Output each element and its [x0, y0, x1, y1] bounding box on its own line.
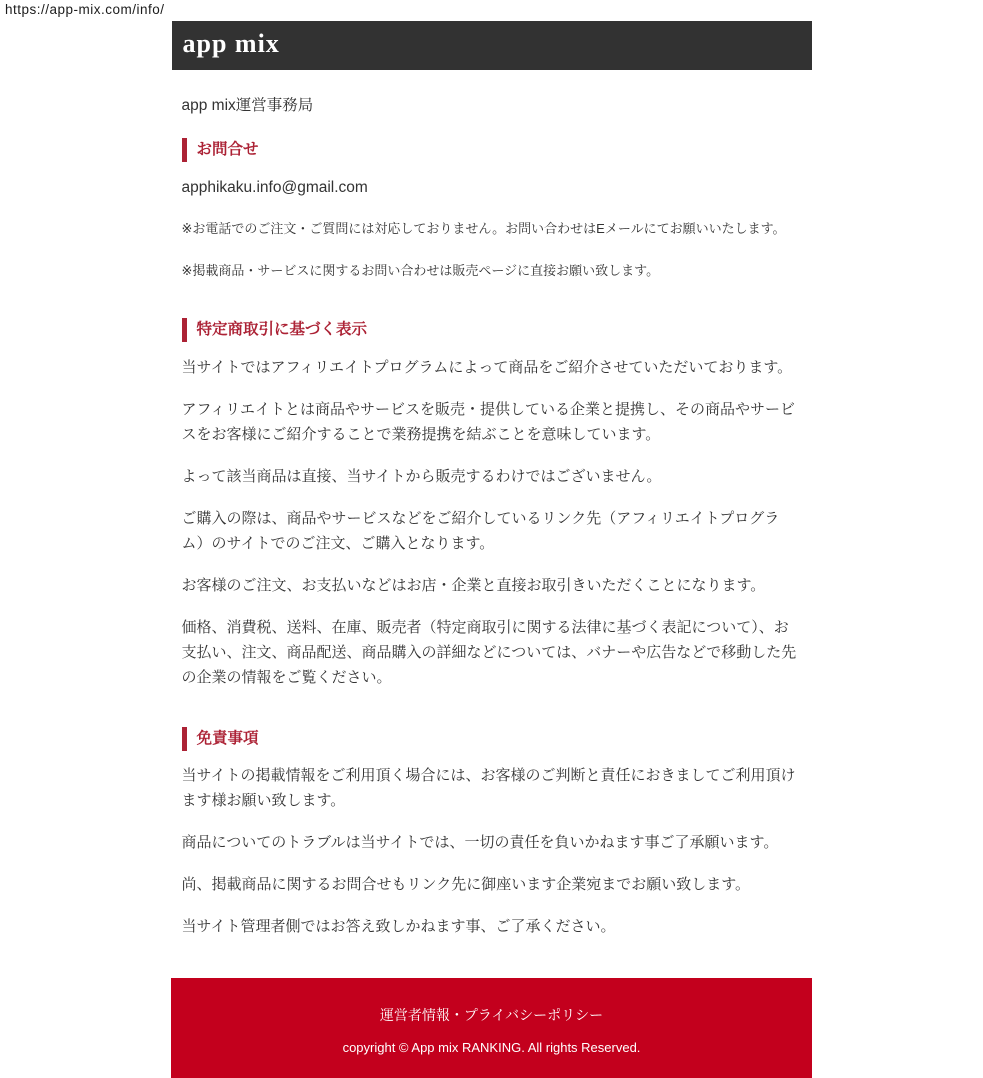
tokushoho-section-heading: 特定商取引に基づく表示 [182, 318, 802, 342]
footer-copyright: copyright © App mix RANKING. All rights Reserved. [342, 1040, 641, 1056]
paragraph: 商品についてのトラブルは当サイトでは、一切の責任を負いかねます事ご了承願います。 [181, 834, 779, 852]
page-content [172, 93, 812, 939]
paragraph: よって該当商品は直接、当サイトから販売するわけではございません。 [181, 467, 662, 485]
paragraph: 当サイトではアフィリエイトプログラムによって商品をご紹介させていただいております。 [181, 358, 793, 376]
contact-section-heading: お問合せ [182, 138, 802, 162]
contact-email: apphikaku.info@gmail.com [181, 179, 368, 196]
site-footer [171, 978, 812, 1078]
section-disclaimer [182, 727, 802, 940]
paragraph: アフィリエイトとは商品やサービスを販売・提供している企業と提携し、その商品やサービスをお客様にご紹介することで業務提携を結ぶことを意味しています。 [181, 400, 796, 443]
section-tokushoho [182, 318, 802, 690]
paragraph: 当サイト管理者側ではお答え致しかねます事、ご了承ください。 [181, 918, 616, 936]
site-title[interactable]: app mix [182, 29, 280, 58]
site-header [172, 21, 812, 70]
paragraph: お客様のご注文、お支払いなどはお店・企業と直接お取引きいただくことになります。 [181, 576, 766, 594]
contact-note: ※掲載商品・サービスに関するお問い合わせは販売ページに直接お願い致します。 [181, 262, 660, 278]
disclaimer-section-heading: 免責事項 [182, 727, 802, 751]
paragraph: 価格、消費税、送料、在庫、販売者（特定商取引に関する法律に基づく表記について）、お支払い、注文、商品配送、商品購入の詳細などについては、バナーや広告などで移動した先の企業の情報をご覧ください。 [181, 618, 797, 686]
paragraph: ご購入の際は、商品やサービスなどをご紹介しているリンク先（アフィリエイトプログラム）のサイトでのご注文、ご購入となります。 [181, 509, 780, 552]
paragraph: 当サイトの掲載情報をご利用頂く場合には、お客様のご判断と責任におきましてご利用頂けます様お願い致します。 [181, 767, 796, 810]
paragraph: 尚、掲載商品に関するお問合せもリンク先に御座います企業宛までお願い致します。 [181, 876, 751, 894]
footer-privacy-policy-link[interactable]: 運営者情報・プライバシーポリシー [379, 1007, 604, 1024]
section-contact [182, 138, 802, 281]
page-container [172, 0, 812, 939]
operator-name: app mix運営事務局 [181, 97, 314, 114]
browser-url-label: https://app-mix.com/info/ [5, 2, 165, 17]
contact-note: ※お電話でのご注文・ご質問には対応しておりません。お問い合わせはEメールにてお願いいたします。 [181, 221, 786, 236]
